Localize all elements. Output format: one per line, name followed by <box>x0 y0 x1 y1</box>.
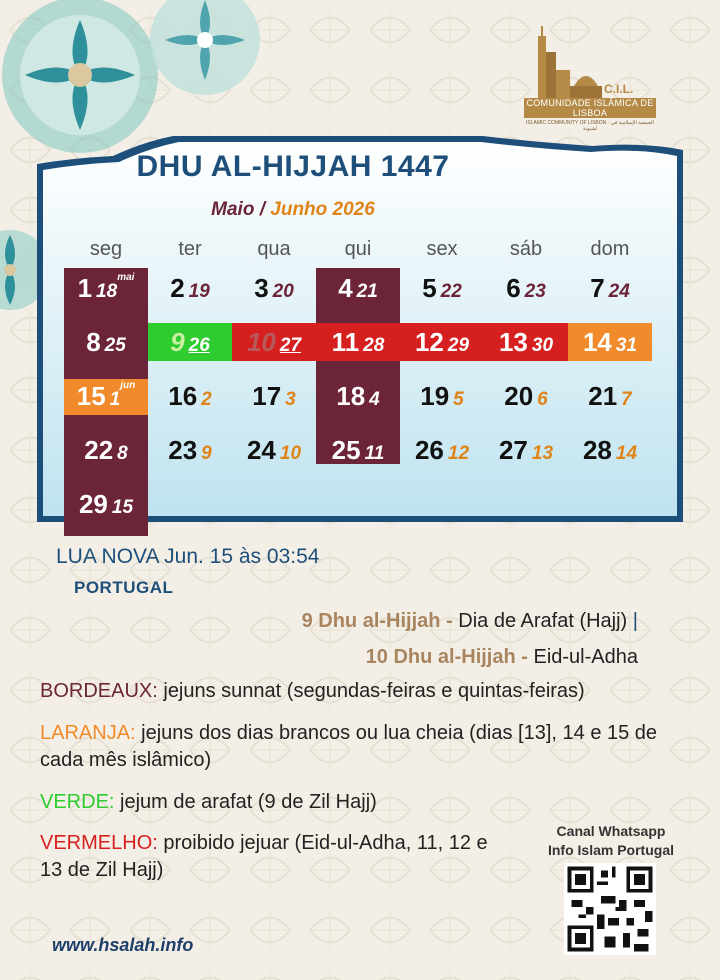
gregorian-day: $18^{mai}$ <box>96 272 135 302</box>
gregorian-day: 30 <box>531 334 554 356</box>
gregorian-day: 24 <box>608 280 630 302</box>
calendar-day[interactable] <box>148 316 232 369</box>
gregorian-day: 22 <box>440 280 462 302</box>
weekday-label: qui <box>344 238 372 260</box>
hijri-day: 19 <box>420 381 450 411</box>
hijri-day: 16 <box>168 381 198 411</box>
weekday-label: seg <box>89 238 123 260</box>
gregorian-day: 2 <box>201 388 212 410</box>
calendar-day[interactable] <box>316 262 400 315</box>
gregorian-day: 14 <box>615 442 638 464</box>
calendar-day[interactable] <box>400 424 484 477</box>
gregorian-day: 11 <box>364 442 385 464</box>
hijri-day: 24 <box>246 435 276 465</box>
hijri-day: 27 <box>498 435 528 465</box>
calendar-day[interactable] <box>64 424 148 477</box>
event-desc: Eid-ul-Adha <box>533 646 638 668</box>
calendar-day[interactable] <box>400 316 484 369</box>
calendar-day[interactable] <box>400 370 484 423</box>
gregorian-day: 27 <box>279 334 302 356</box>
calendar-day[interactable] <box>484 316 568 369</box>
calendar-day[interactable] <box>568 262 652 315</box>
hijri-day: 21 <box>588 381 618 411</box>
calendar-day[interactable] <box>484 424 568 477</box>
legend-color-name: VERDE: <box>40 791 115 813</box>
gregorian-day: 6 <box>537 388 548 410</box>
gregorian-day: 7 <box>621 388 632 410</box>
hijri-day: 14 <box>582 327 612 357</box>
gregorian-day: 26 <box>188 334 210 356</box>
gregorian-day: 4 <box>369 388 380 410</box>
hijri-day: 4 <box>338 273 353 303</box>
weekday-label: sex <box>426 238 458 260</box>
gregorian-day: 19 <box>188 280 210 302</box>
hijri-day: 20 <box>504 381 534 411</box>
legend-vermelho <box>40 830 490 884</box>
legend-laranja <box>40 720 660 774</box>
hijri-day: 11 <box>331 327 360 357</box>
hijri-day: 1 <box>77 273 93 303</box>
month-abbrev: mai <box>117 272 135 284</box>
event-eid <box>366 646 638 669</box>
calendar-day[interactable] <box>64 478 148 531</box>
legend-text: jejuns sunnat (segundas-feiras e quintas-feiras) <box>157 680 585 702</box>
gregorian-day: 31 <box>615 334 638 356</box>
gregorian-day: 5 <box>453 388 464 410</box>
hijri-day: 13 <box>498 327 528 357</box>
calendar-day[interactable] <box>148 370 232 423</box>
calendar-day[interactable] <box>232 316 316 369</box>
hijri-day: 22 <box>84 435 114 465</box>
hijri-day: 18 <box>336 381 366 411</box>
hijri-day: 6 <box>506 273 521 303</box>
legend-color-name: VERMELHO: <box>40 832 158 854</box>
calendar-day[interactable] <box>316 316 400 369</box>
month-separator: / <box>254 199 271 220</box>
gregorian-day: 9 <box>201 442 212 464</box>
gregorian-day: 10 <box>279 442 302 464</box>
legend-bordeaux <box>40 678 700 705</box>
event-key: 9 Dhu al-Hijjah - <box>301 610 459 632</box>
hijri-day: 17 <box>252 381 282 411</box>
gregorian-day: 15 <box>111 496 134 518</box>
page-title: DHU AL-HIJJAH 1447 <box>136 150 450 183</box>
gregorian-day: 3 <box>285 388 296 410</box>
gregorian-day: $1^{jun}$ <box>109 380 136 410</box>
logo-abbreviation: C.I.L. <box>604 82 634 96</box>
calendar-day[interactable] <box>316 370 400 423</box>
gregorian-day: 12 <box>447 442 470 464</box>
gregorian-day: 29 <box>447 334 470 356</box>
new-moon-text: LUA NOVA Jun. 15 às 03:54 <box>56 545 320 568</box>
hijri-day: 3 <box>254 273 269 303</box>
hijri-day: 8 <box>86 327 101 357</box>
legend-color-name: BORDEAUX: <box>40 680 158 702</box>
calendar-day[interactable] <box>484 370 568 423</box>
hijri-day: 7 <box>590 273 605 303</box>
event-key: 10 Dhu al-Hijjah - <box>365 646 534 668</box>
hijri-day: 23 <box>168 435 198 465</box>
legend-text: jejum de arafat (9 de Zil Hajj) <box>114 791 377 813</box>
event-arafat <box>302 610 638 633</box>
calendar-day[interactable] <box>568 316 652 369</box>
hijri-day: 29 <box>78 489 108 519</box>
qr-code-icon[interactable] <box>564 863 656 955</box>
gregorian-day: 13 <box>531 442 554 464</box>
calendar-day[interactable] <box>64 316 148 369</box>
calendar-day[interactable] <box>232 424 316 477</box>
gregorian-day: 23 <box>524 280 546 302</box>
legend-color-name: LARANJA: <box>40 722 136 744</box>
gregorian-day: 25 <box>104 334 126 356</box>
whatsapp-line2: Info Islam Portugal <box>547 842 674 858</box>
month-june-year: Junho 2026 <box>270 199 375 220</box>
hijri-day: 10 <box>246 327 276 357</box>
calendar-day[interactable] <box>568 424 652 477</box>
hijri-day: 12 <box>414 327 444 357</box>
weekday-label: qua <box>257 238 291 260</box>
weekday-label: sáb <box>509 238 543 260</box>
hijri-day: 9 <box>170 327 185 357</box>
hijri-day: 2 <box>170 273 185 303</box>
calendar-day[interactable] <box>568 370 652 423</box>
month-abbrev: jun <box>120 380 136 392</box>
calendar-day[interactable] <box>64 262 148 315</box>
calendar-day[interactable] <box>64 370 148 423</box>
calendar-day[interactable] <box>316 424 400 477</box>
calendar-day[interactable] <box>484 262 568 315</box>
website-link[interactable]: www.hsalah.info <box>52 935 194 955</box>
hijri-day: 25 <box>331 435 361 465</box>
gregorian-months <box>33 199 553 221</box>
calendar-day[interactable] <box>148 424 232 477</box>
logo-subtitle: ISLAMIC COMMUNITY OF LISBON · الجمعية الإسلامية في لشبونة <box>526 120 654 132</box>
weekday-label: dom <box>590 238 630 260</box>
gregorian-day: 20 <box>272 280 294 302</box>
weekday-label: ter <box>178 238 202 260</box>
hijri-day: 15 <box>76 381 106 411</box>
gregorian-day: 28 <box>363 334 385 356</box>
whatsapp-line1: Canal Whatsapp <box>556 823 666 839</box>
hijri-day: 5 <box>422 273 437 303</box>
event-separator: | <box>627 610 638 632</box>
country-label: PORTUGAL <box>74 578 174 597</box>
calendar-day[interactable] <box>232 370 316 423</box>
logo-name: COMUNIDADE ISLÂMICA DE LISBOA <box>524 98 656 118</box>
legend-text: proibido jejuar (Eid-ul-Adha, 11, 12 e 13 de Zil Hajj) <box>40 832 488 881</box>
calendar-day[interactable] <box>148 262 232 315</box>
legend-text: jejuns dos dias brancos ou lua cheia (dias [13], 14 e 15 de cada mês islâmico) <box>40 722 658 771</box>
calendar-day[interactable] <box>400 262 484 315</box>
gregorian-day: 8 <box>117 442 128 464</box>
logo-text <box>524 98 656 132</box>
event-desc: Dia de Arafat (Hajj) <box>458 610 628 632</box>
calendar-day[interactable] <box>232 262 316 315</box>
legend-verde <box>40 789 640 816</box>
hijri-day: 26 <box>414 435 444 465</box>
hijri-day: 28 <box>582 435 612 465</box>
month-may: Maio <box>211 199 255 220</box>
whatsapp-channel <box>536 822 686 860</box>
gregorian-day: 21 <box>356 280 378 302</box>
